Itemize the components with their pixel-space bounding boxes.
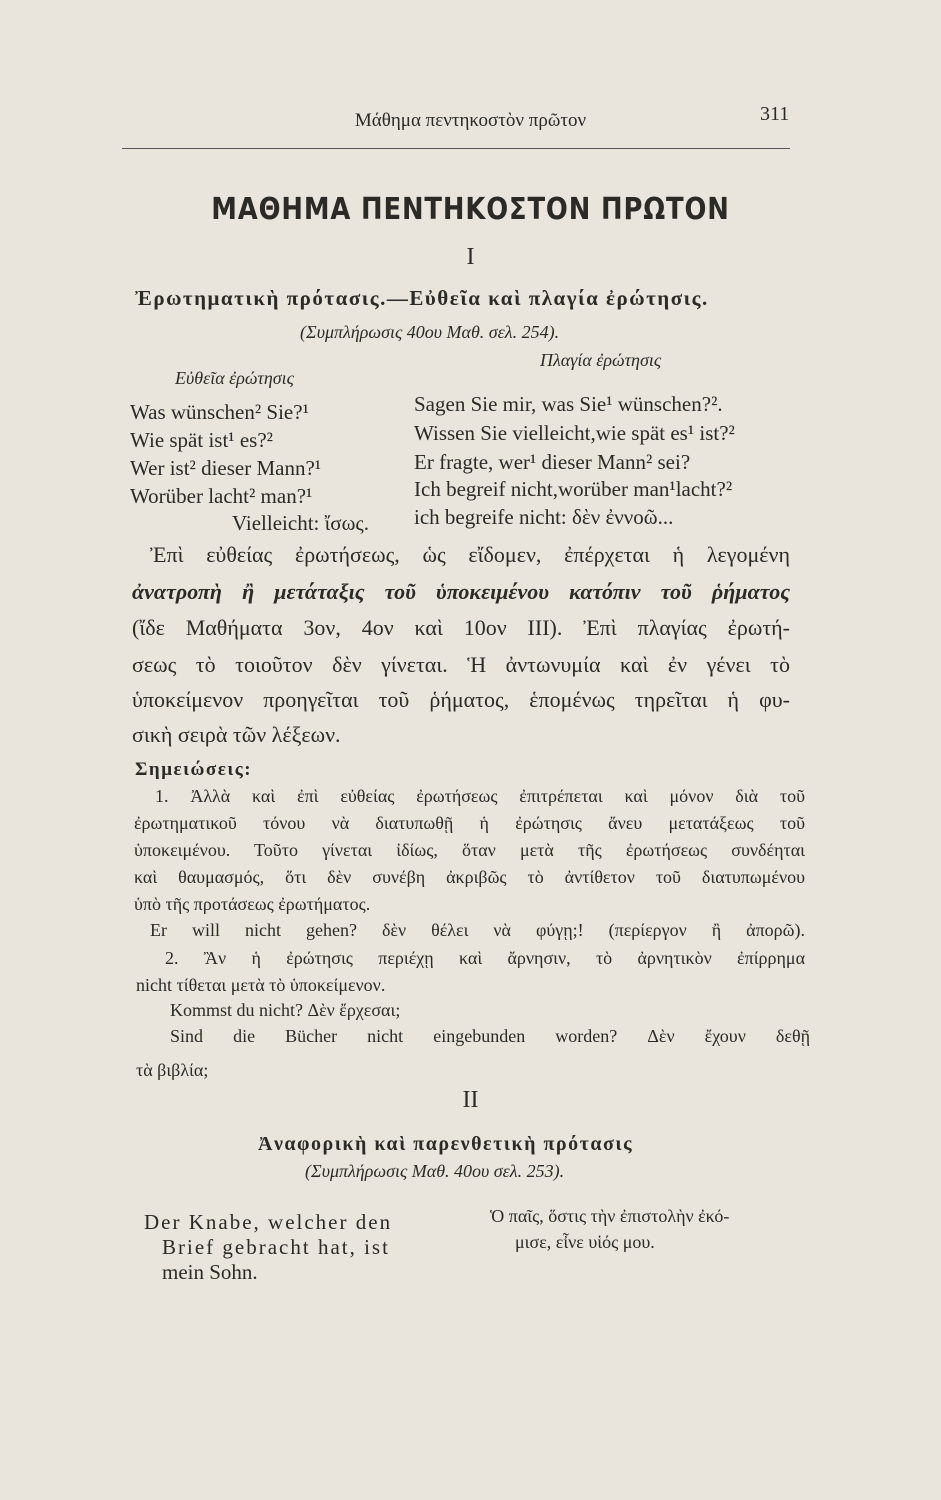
example-right: Er fragte, wer¹ dieser Mann² sei? (414, 450, 691, 474)
section-1-numeral: I (466, 244, 475, 270)
col-left-heading: Εὐθεῖα ἐρώτησις (175, 368, 294, 388)
german-line: Der Knabe, welcher den (144, 1210, 393, 1234)
notes-heading: Σημειώσεις: (135, 759, 253, 780)
example-right: ich begreife nicht: δὲν ἐννοῶ... (414, 505, 674, 529)
paragraph-line: ὑποκείμενον προηγεῖται τοῦ ῥήματος, ἑπομένως τηρεῖται ἡ φυ- (132, 687, 790, 712)
paragraph-line: (ἴδε Μαθήματα 3ον, 4ον καὶ 10ον III). Ἐπὶ πλαγίας ἐρωτή- (132, 615, 790, 640)
example-left: Wer ist² dieser Mann?¹ (130, 456, 322, 480)
example-right: Sagen Sie mir, was Sie¹ wünschen?². (414, 392, 723, 416)
note-line: ὑπὸ τῆς προτάσεως ἐρωτήματος. (134, 894, 371, 914)
example-right: Wissen Sie vielleicht,wie spät es¹ ist?² (414, 421, 735, 445)
note-line: nicht τίθεται μετὰ τὸ ὑποκείμενον. (136, 975, 386, 995)
greek-line: μισε, εἶνε υἱός μου. (515, 1232, 655, 1252)
section-2-reference: (Συμπλήρωσις Μαθ. 40ου σελ. 253). (305, 1161, 565, 1181)
paragraph-line: ἀνατροπὴ ἢ μετάταξις τοῦ ὑποκειμένου κατόπιν τοῦ ῥήματος (132, 579, 790, 604)
paragraph-line: σεως τὸ τοιοῦτον δὲν γίνεται. Ἡ ἀντωνυμία καὶ ἐν γένει τὸ (132, 652, 790, 677)
section-1-reference: (Συμπλήρωσις 40ου Μαθ. σελ. 254). (300, 322, 560, 342)
example-right: Ich begreif nicht,worüber man¹lacht?² (414, 477, 733, 501)
example-left: Worüber lacht² man?¹ (130, 484, 313, 508)
example-left: Was wünschen² Sie?¹ (130, 400, 309, 424)
example-left: Wie spät ist¹ es?² (130, 428, 273, 452)
paragraph-line: σικὴ σειρὰ τῶν λέξεων. (132, 722, 341, 747)
running-head: Μάθημα πεντηκοστὸν πρῶτον (354, 110, 587, 131)
greek-line: Ὁ παῖς, ὅστις τὴν ἐπιστολὴν ἐκό- (490, 1206, 730, 1226)
german-line: mein Sohn. (162, 1260, 258, 1284)
header-rule (122, 148, 790, 149)
note-line: τὰ βιβλία; (136, 1060, 209, 1080)
paragraph-line: Ἐπὶ εὐθείας ἐρωτήσεως, ὡς εἴδομεν, ἐπέρχεται ἡ λεγομένη (150, 542, 790, 567)
note-line: καὶ θαυμασμός, ὅτι δὲν συνέβη ἀκριβῶς τὸ ἀντίθετον τοῦ διατυπωμένου (134, 867, 805, 887)
note-line: 2. Ἂν ἡ ἐρώτησις περιέχῃ καὶ ἄρνησιν, τὸ ἀρνητικὸν ἐπίρρημα (165, 948, 805, 968)
note-line: ἐρωτηματικοῦ τόνου νὰ διατυπωθῇ ἡ ἐρώτησις ἄνευ μετατάξεως τοῦ (134, 813, 805, 833)
note-line: Kommst du nicht? Δὲν ἔρχεσαι; (170, 1000, 401, 1020)
note-line: Sind die Bücher nicht eingebunden worden? Δὲν ἔχουν δεθῇ (170, 1026, 810, 1046)
section-1-heading: Ἐρωτηματικὴ πρότασις.—Εὐθεῖα καὶ πλαγία ἐρώτησις. (135, 286, 709, 310)
page-number: 311 (760, 103, 790, 125)
col-right-heading: Πλαγία ἐρώτησις (540, 350, 662, 370)
section-2-numeral: II (462, 1087, 479, 1113)
note-line: 1. Ἀλλὰ καὶ ἐπὶ εὐθείας ἐρωτήσεως ἐπιτρέπεται καὶ μόνον διὰ τοῦ (155, 786, 805, 806)
german-line: Brief gebracht hat, ist (162, 1235, 390, 1259)
section-2-heading: Ἀναφορικὴ καὶ παρενθετικὴ πρότασις (258, 1133, 634, 1155)
note-line: Er will nicht gehen? δὲν θέλει νὰ φύγῃ;! (περίεργον ἢ ἀπορῶ). (150, 920, 805, 940)
chapter-title: ΜΑΘΗΜΑ ΠΕΝΤΗΚΟΣΤΟΝ ΠΡΩΤΟΝ (211, 192, 730, 227)
note-line: ὑποκειμένου. Τοῦτο γίνεται ἰδίως, ὅταν μετὰ τῆς ἐρωτήσεως συνδέηται (134, 840, 805, 860)
example-left: Vielleicht: ἴσως. (232, 511, 369, 535)
